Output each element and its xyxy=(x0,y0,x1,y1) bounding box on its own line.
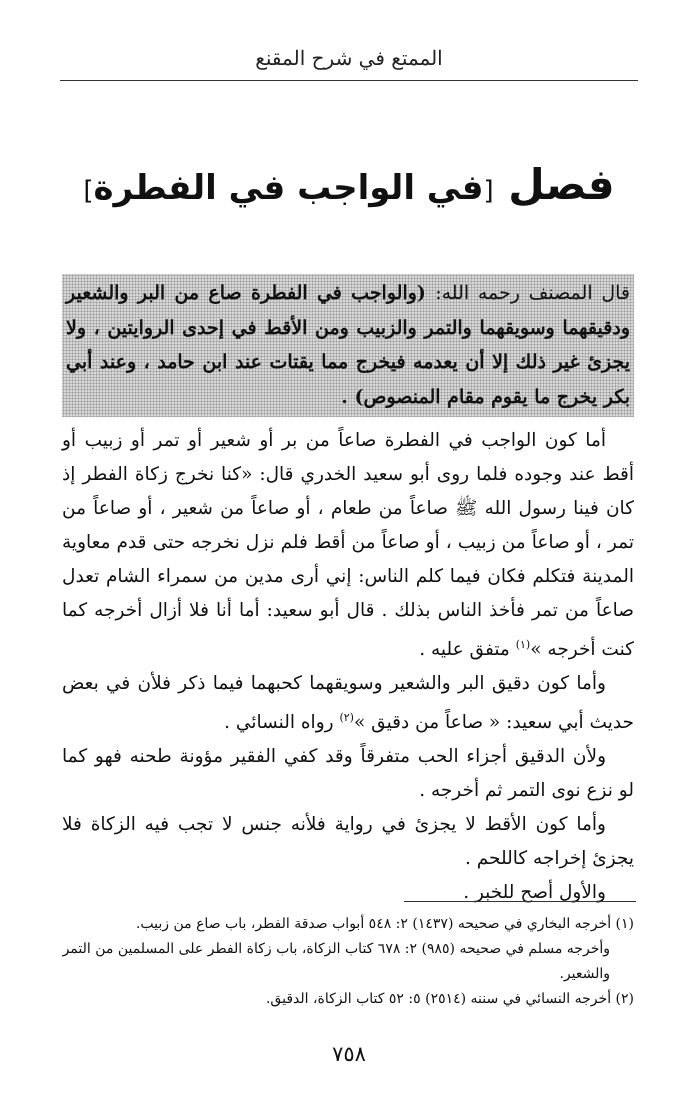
paragraph-2-text: وأما كون دقيق البر والشعير وسويقهما كحبهما فيما ذكر فلأن في بعض حديث أبي سعيد: « صاعاً من دقيق » xyxy=(62,673,634,734)
chapter-subject: في الواجب في الفطرة xyxy=(93,168,484,208)
paragraph-1 xyxy=(62,424,634,667)
footnote-1: (١) أخرجه البخاري في صحيحه (١٤٣٧) ٢: ٥٤٨ أبواب صدقة الفطر، باب صاع من زبيب. xyxy=(135,916,634,932)
footnote-rule xyxy=(404,901,636,902)
paragraph-3: ولأن الدقيق أجزاء الحب متفرقاً وقد كفي الفقير مؤونة طحنه فهو كما لو نزع نوى التمر ثم أخرجه . xyxy=(62,746,634,802)
footnote-2: (٢) أخرجه النسائي في سننه (٢٥١٤) ٥: ٥٢ كتاب الزكاة، الدقيق. xyxy=(265,991,634,1007)
paragraph-2-tail: رواه النسائي . xyxy=(224,712,340,734)
footnote-ref-1: (١) xyxy=(515,638,531,651)
quote-text: (والواجب في الفطرة صاع من البر والشعير ودقيقهما وسويقهما والتمر والزبيب ومن الأقط في إحدى الروايتين ، ولا يجزئ غير ذلك إلا أن يعدمه فيخرج مما يقتات عند ابن حامد ، وعند أبي بكر يخرج ما يقوم مقام المنصوص) . xyxy=(66,282,630,408)
chapter-word: فصل xyxy=(508,160,615,209)
commentary-body xyxy=(62,424,634,910)
running-head: الممتع في شرح المقنع xyxy=(255,46,443,70)
paragraph-5: والأول أصح للخبر . xyxy=(463,882,606,904)
paragraph-1-text: أما كون الواجب في الفطرة صاعاً من بر أو شعير أو تمر أو زبيب أو أقط عند وجوده فلما روى أبو سعيد الخدري قال: «كنا نخرج زكاة الفطر إذ كان فينا رسول الله ﷺ صاعاً من طعام ، أو صاعاً من شعير ، أو صاعاً من تمر ، أو صاعاً من زبيب ، أو صاعاً من أقط فلم نزل نخرجه حتى قدم معاوية المدينة فتكلم فكان فيما كلم الناس: إني أرى مدين من سمراء الشام تعدل صاعاً من تمر فأخذ الناس بذلك . قال أبو سعيد: أما أنا فلا أزال أخرجه كما كنت أخرجه » xyxy=(62,430,634,661)
close-bracket: ] xyxy=(83,176,94,206)
chapter-title xyxy=(0,160,698,209)
paragraph-2 xyxy=(62,667,634,740)
open-bracket: [ xyxy=(483,176,494,206)
header-rule xyxy=(60,80,638,81)
footnote-ref-2: (٢) xyxy=(339,711,354,725)
paragraph-1-tail: متفق عليه . xyxy=(419,639,516,661)
footnote-1-continued: وأخرجه مسلم في صحيحه (٩٨٥) ٢: ٦٧٨ كتاب الزكاة، باب زكاة الفطر على المسلمين من التمر والشعير. xyxy=(62,941,610,982)
quote-lead: قال المصنف رحمه الله: xyxy=(435,282,630,304)
paragraph-4: وأما كون الأقط لا يجزئ في رواية فلأنه جنس لا تجب فيه الزكاة فلا يجزئ إخراجه كاللحم . xyxy=(62,814,634,870)
page-number: ٧٥٨ xyxy=(332,1042,366,1066)
quoted-matn xyxy=(62,274,634,417)
footnotes xyxy=(62,912,634,1012)
